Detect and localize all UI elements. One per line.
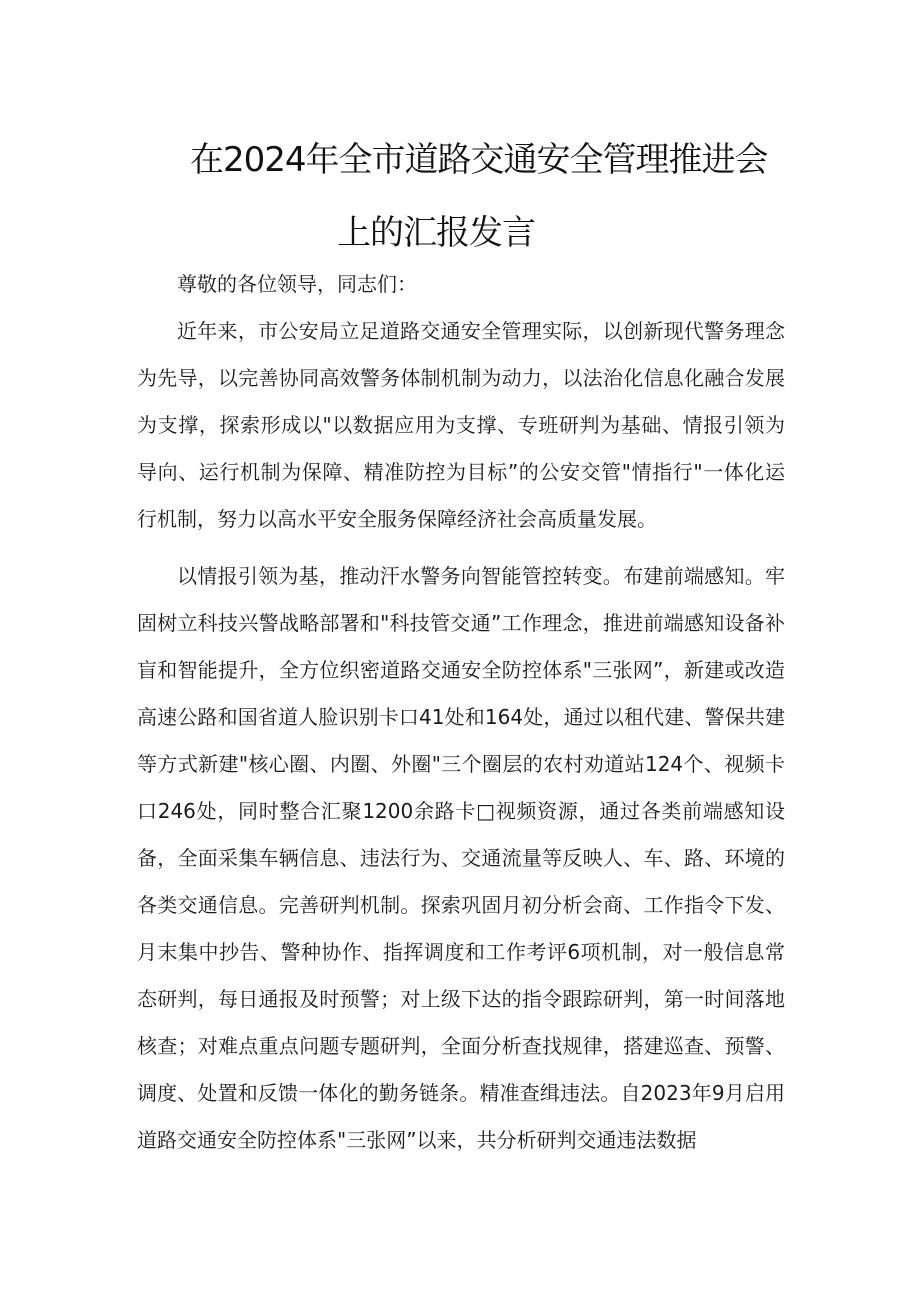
document-title-line-1: 在2024年全市道路交通安全管理推进会: [190, 140, 768, 180]
paragraph-intro: 近年来，市公安局立足道路交通安全管理实际，以创新现代警务理念为先导，以完善协同高效警务体制机制为动力，以法治化信息化融合发展为支撑，探索形成以"以数据应用为支撑、专班研判为基础、情报引领为导向、运行机制为保障、精准防控为目标”的公安交管"情指行"一体化运行机制，努力以高水平安全服务保障经济社会高质量发展。: [137, 319, 785, 531]
paragraph-intelligence: 以情报引领为基，推动汗水警务向智能管控转变。布建前端感知。牢固树立科技兴警战略部署和"科技管交通”工作理念，推进前端感知设备补盲和智能提升，全方位织密道路交通安全防控体系"三张网”，新建或改造高速公路和国省道人脸识别卡口41处和164处，通过以租代建、警保共建等方式新建"核心圈、内圈、外圈"三个圈层的农村劝道站124个、视频卡口246处，同时整合汇聚1200余路卡□视频资源，通过各类前端感知设备，全面采集车辆信息、违法行为、交通流量等反映人、车、路、环境的各类交通信息。完善研判机制。探索巩固月初分析会商、工作指令下发、月末集中抄告、警种协作、指挥调度和工作考评6项机制，对一般信息常态研判，每日通报及时预警；对上级下达的指令跟踪研判，第一时间落地核查；对难点重点问题专题研判，全面分析查找规律，搭建巡查、预警、调度、处置和反馈一体化的勤务链条。精准查缉违法。自2023年9月启用道路交通安全防控体系"三张网”以来，共分析研判交通违法数据: [137, 564, 785, 1152]
document-title-line-2: 上的汇报发言: [337, 213, 535, 253]
salutation: 尊敬的各位领导，同志们：: [177, 272, 417, 296]
